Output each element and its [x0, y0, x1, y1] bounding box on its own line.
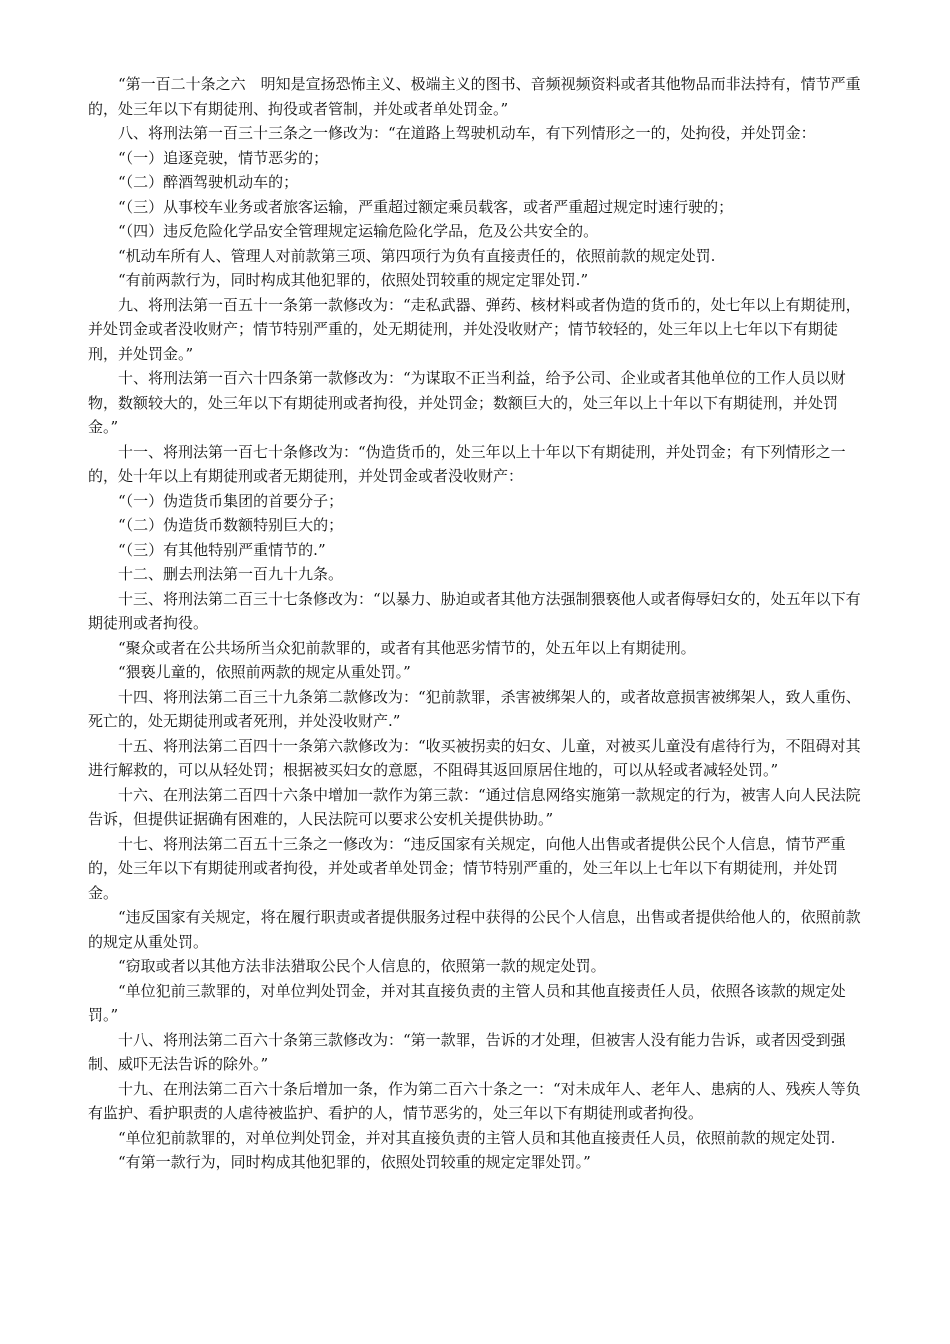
paragraph: “机动车所有人、管理人对前款第三项、第四项行为负有直接责任的，依照前款的规定处罚.: [118, 246, 716, 265]
paragraph: 十一、将刑法第一百七十条修改为：“伪造货币的，处三年以上十年以下有期徒刑，并处罚金；有下列情形之一的，处十年以上有期徒刑或者无期徒刑，并处罚金或者没收财产：: [88, 442, 846, 485]
paragraph: “违反国家有关规定，将在履行职责或者提供服务过程中获得的公民个人信息，出售或者提供给他人的，依照前款的规定从重处罚。: [88, 908, 861, 951]
document-body: [88, 72, 864, 1175]
paragraph: 十、将刑法第一百六十四条第一款修改为：“为谋取不正当利益，给予公司、企业或者其他单位的工作人员以财物，数额较大的，处三年以下有期徒刑或者拘役，并处罚金；数额巨大的，处三年以上十年以下有期徒刑，并处罚金。”: [88, 369, 846, 436]
paragraph: “（三）有其他特别严重情节的.”: [118, 540, 326, 559]
paragraph: “（一）伪造货币集团的首要分子；: [118, 491, 344, 510]
paragraph: “窃取或者以其他方法非法猎取公民个人信息的，依照第一款的规定处罚。: [118, 957, 606, 975]
paragraph: “（四）违反危险化学品安全管理规定运输危险化学品，危及公共安全的。: [118, 222, 599, 240]
paragraph: 八、将刑法第一百三十三条之一修改为：“在道路上驾驶机动车，有下列情形之一的，处拘役，并处罚金：: [118, 124, 816, 142]
paragraph: “聚众或者在公共场所当众犯前款罪的，或者有其他恶劣情节的，处五年以上有期徒刑。: [118, 638, 696, 657]
paragraph: 十二、删去刑法第一百九十九条。: [118, 565, 344, 583]
paragraph: “猥亵儿童的，依照前两款的规定从重处罚。”: [118, 663, 411, 681]
paragraph: “有第一款行为，同时构成其他犯罪的，依照处罚较重的规定定罪处罚。”: [118, 1153, 591, 1171]
paragraph: “（二）醉酒驾驶机动车的；: [118, 173, 299, 191]
paragraph: 十六、在刑法第二百四十六条中增加一款作为第三款：“通过信息网络实施第一款规定的行为，被害人向人民法院告诉，但提供证据确有困难的，人民法院可以要求公安机关提供协助。”: [88, 785, 861, 828]
paragraph: “（一）追逐竞驶，情节恶劣的；: [118, 148, 329, 167]
paragraph: “第一百二十条之六 明知是宣扬恐怖主义、极端主义的图书、音频视频资料或者其他物品而非法持有，情节严重的，处三年以下有期徒刑、拘役或者管制，并处或者单处罚金。”: [88, 75, 861, 118]
paragraph: “有前两款行为，同时构成其他犯罪的，依照处罚较重的规定定罪处罚.”: [118, 271, 589, 289]
paragraph: “单位犯前款罪的，对单位判处罚金，并对其直接负责的主管人员和其他直接责任人员，依照前款的规定处罚.: [118, 1128, 836, 1147]
paragraph: “（二）伪造货币数额特别巨大的；: [118, 516, 344, 534]
paragraph: 十五、将刑法第二百四十一条第六款修改为：“收买被拐卖的妇女、儿童，对被买儿童没有虐待行为，不阻碍对其进行解救的，可以从轻处罚；根据被买妇女的意愿，不阻碍其返回原居住地的，可以从轻或者减轻处罚。”: [88, 736, 861, 779]
paragraph: “（三）从事校车业务或者旅客运输，严重超过额定乘员载客，或者严重超过规定时速行驶的；: [118, 197, 734, 216]
paragraph: 十八、将刑法第二百六十条第三款修改为：“第一款罪，告诉的才处理，但被害人没有能力告诉，或者因受到强制、威吓无法告诉的除外。”: [88, 1030, 846, 1073]
paragraph: 十九、在刑法第二百六十条后增加一条，作为第二百六十条之一：“对未成年人、老年人、患病的人、残疾人等负有监护、看护职责的人虐待被监护、看护的人，情节恶劣的，处三年以下有期徒刑或者拘役。: [88, 1079, 861, 1122]
paragraph: 十四、将刑法第二百三十九条第二款修改为：“犯前款罪，杀害被绑架人的，或者故意损害被绑架人，致人重伤、死亡的，处无期徒刑或者死刑，并处没收财产.”: [88, 687, 861, 730]
paragraph: “单位犯前三款罪的，对单位判处罚金，并对其直接负责的主管人员和其他直接责任人员，依照各该款的规定处罚。”: [88, 981, 846, 1024]
paragraph: 九、将刑法第一百五十一条第一款修改为：“走私武器、弹药、核材料或者伪造的货币的，处七年以上有期徒刑，并处罚金或者没收财产；情节特别严重的，处无期徒刑，并处没收财产；情节较轻的，处三年以上七年以下有期徒刑，并处罚金。”: [88, 295, 861, 363]
paragraph: 十三、将刑法第二百三十七条修改为：“以暴力、胁迫或者其他方法强制猥亵他人或者侮辱妇女的，处五年以下有期徒刑或者拘役。: [88, 589, 861, 632]
paragraph: 十七、将刑法第二百五十三条之一修改为：“违反国家有关规定，向他人出售或者提供公民个人信息，情节严重的，处三年以下有期徒刑或者拘役，并处或者单处罚金；情节特别严重的，处三年以上七年以下有期徒刑，并处罚金。: [88, 834, 846, 902]
